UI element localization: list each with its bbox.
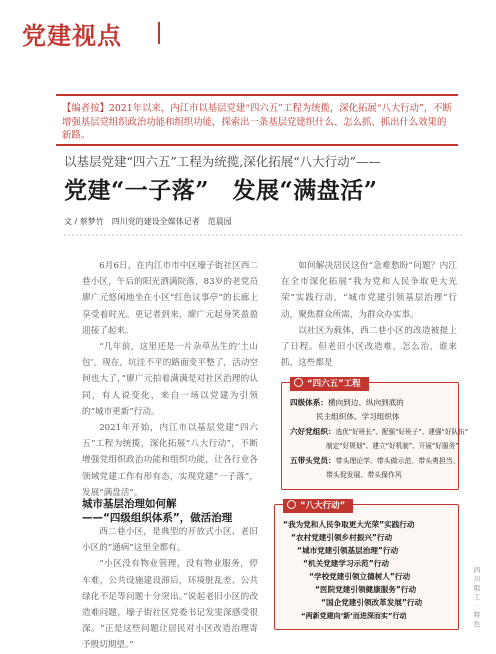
sidebar-box-eight-actions <box>274 501 459 630</box>
box-item: 民主组织体、学习组织体 <box>316 412 400 421</box>
action-item: “农村党建引领乡村振兴”行动 <box>291 533 393 542</box>
box-tag-label: “四六五”工程 <box>307 379 361 389</box>
action-item: “城市党建引领基层治理”行动 <box>297 546 399 555</box>
action-item: “学校党建引领立德树人”行动 <box>309 572 411 581</box>
box-item: 制定“好规划”、建立“好机制”、开展“好服务” <box>326 442 459 450</box>
bullet-icon <box>287 500 296 509</box>
box-tag-label: “八大行动” <box>300 501 346 511</box>
article-byline: 文 / 蔡梦竹 四川党的建设全媒体记者 范晨园 <box>64 217 232 226</box>
paragraph: 如何解决居民这份“急难愁盼”问题？内江在全市深化拓展“我为党和人民争取更大光荣”实践行动，“城市党建引领基层治理”行动，聚焦群众所需，为群众办实事。 <box>281 261 457 320</box>
box-item: 五带头党员：带头理论学、带头做示范、带头勇担当、 <box>290 456 460 465</box>
bullet-icon <box>294 378 303 387</box>
action-item: “两新党建向‘新’而进深而实”行动 <box>301 612 407 620</box>
box-tag-465 <box>290 377 369 391</box>
action-item: “我为党和人民争取更大光荣”实践行动 <box>283 520 415 529</box>
subheading-line-1: 城市基层治理如何解 <box>82 498 177 510</box>
sidebar-box-465 <box>281 379 469 490</box>
section-subheading <box>82 497 272 525</box>
section-title-divider <box>158 22 160 44</box>
action-item: “机关党建学习示范”行动 <box>303 559 389 568</box>
left-column-body-2 <box>82 524 258 654</box>
section-title: 党建视点 <box>22 22 122 50</box>
subheading-line-2: ——“四级组织体系”，做活治理 <box>82 512 233 524</box>
box-item: 六好党组织：选优“好班长”、配强“好班子”、建强“好队伍” <box>290 427 469 436</box>
paragraph: “小区没有物业管理，没有物业服务，停车难，公共设施建设滞后，环境脏乱差、公共绿化不足等问题十分突出。”说起老旧小区的改造难问题，壕子街社区党委书记发雯深感受很深。“正是这些问题让居民对小区改造治理寄予殷切期望。” <box>82 559 258 651</box>
article-title: 党建“一子落” 发展“满盘活” <box>64 177 378 204</box>
paragraph: 西二巷小区，是典型的开放式小区、老旧小区的“通病”这里全都有。 <box>82 527 258 554</box>
dotted-divider <box>64 233 464 237</box>
paragraph: “几年前，这里还是一片杂草丛生的‘土山包’。现在，坑洼不平的路面变平整了，活动空间也大了，”廖广元拍着满满是对社区治理的认同，有人说变化，来自一场以党建为引领的“城市更新”行动。 <box>82 342 258 417</box>
left-column-body <box>82 258 258 501</box>
box-item: 四级体系：横向到边、纵向到底的 <box>290 398 404 407</box>
right-column-body <box>281 258 457 371</box>
paragraph: 2021年开始，内江市以基层党建“四六五”工程为统揽，深化拓展“八大行动”，不断增强党组织政治功能和组织功能，让各行业各领域党建工作有形有态，实现党建“一子落”，发展“满盘活”。 <box>82 423 258 498</box>
page-side-label: 四川组工 · 特色 <box>473 566 481 628</box>
article-subtitle: 以基层党建“四六五”工程为统揽,深化拓展“八大行动”—— <box>64 154 382 169</box>
box-tag-eight <box>283 499 353 513</box>
editor-note-text: 【编者按】2021年以来，内江市以基层党建“四六五”工程为统揽，深化拓展“八大行动”，不断增强基层党组织政治功能和组织功能，探索出一条基层党建织什么、怎么抓、抓出什么效果的新路。 <box>62 103 452 141</box>
paragraph: 以社区为载体，西二巷小区的改造被提上了日程。但老旧小区改造难，怎么治，谁来抓，这些都是 <box>281 325 457 369</box>
paragraph: 6月6日，在内江市市中区壕子街社区西二巷小区，午后的阳光洒满院落，83岁的老党员廖广元悠闲地坐在小区“红色议事亭”的长廊上享受着时光。更记者到来，廖广元起身笑盈盈迎接了起来。 <box>82 261 258 336</box>
action-item: “国企党建引领改革发展”行动 <box>321 598 423 607</box>
action-item: “医院党建引领健康服务”行动 <box>315 585 417 594</box>
editor-note-box <box>56 94 458 146</box>
box-item: 带头促发展、带头保作风 <box>326 471 402 479</box>
